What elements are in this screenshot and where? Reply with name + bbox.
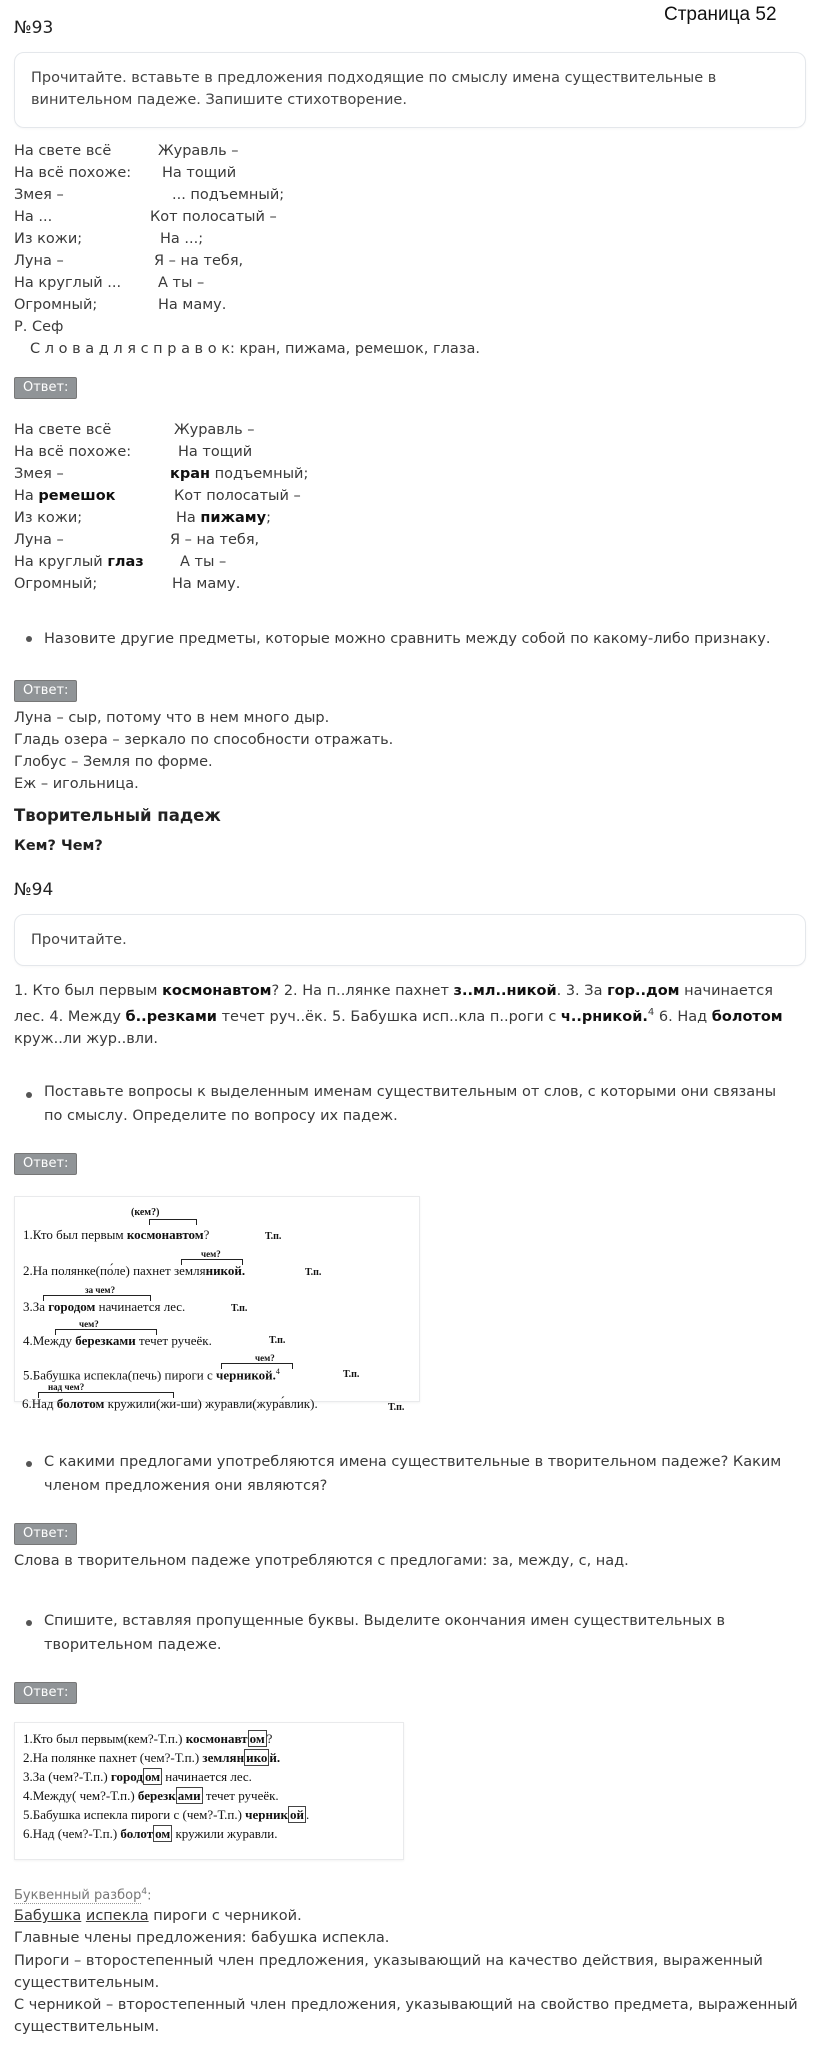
card-line: 1.Кто был первым космонавтом? <box>23 1227 210 1242</box>
answer-line: А ты – <box>180 554 227 570</box>
instruction-box <box>14 914 806 966</box>
answer-line: На маму. <box>172 576 241 592</box>
exercise-number-93: №93 <box>14 18 54 38</box>
question-text: Спишите, вставляя пропущенные буквы. Выделите окончания имен существительных в творительном падеже. <box>44 1613 726 1653</box>
poem-line: На всё похоже: <box>14 165 132 181</box>
parse-title: Буквенный разбор$^4$: <box>14 1887 152 1904</box>
card-line: 2.На полянке пахнет (чем?-Т.п.) землян ико й. <box>23 1750 281 1765</box>
poem-line: На тощий <box>162 165 237 181</box>
question-text: Назовите другие предметы, которые можно сравнить между собой по какому-либо признаку. <box>44 631 771 647</box>
answer-line: На тощий <box>178 444 253 460</box>
answer-label: Ответ: <box>14 1153 77 1175</box>
poem-line: На свете всё <box>14 143 112 159</box>
question-bracket <box>149 1219 197 1225</box>
poem-line: На маму. <box>158 297 227 313</box>
card-line: 5.Бабушка испекла(печь) пироги с черникой.$^4$ <box>23 1367 280 1383</box>
case-label: Т.п. <box>388 1402 405 1413</box>
card-line: 1.Кто был первым(кем?-Т.п.) космонавт ом ? <box>23 1731 273 1746</box>
answer-line: Кот полосатый – <box>174 488 301 504</box>
answer-line: На круглый глаз <box>14 554 144 570</box>
case-label: Т.п. <box>269 1335 286 1346</box>
card-line: 6.Над болотом кружили(жи-ши) журавли(жура́влик). <box>22 1396 318 1411</box>
answer-line: Журавль – <box>174 422 255 438</box>
case-label: Т.п. <box>343 1369 360 1380</box>
answer-line: На свете всё <box>14 422 112 438</box>
page-number: Страница 52 <box>664 4 777 25</box>
question-mark: чем? <box>79 1319 99 1329</box>
answer-line: На ремешок <box>14 488 116 504</box>
bullet-icon <box>26 1620 32 1626</box>
question-mark: чем? <box>255 1353 275 1363</box>
instruction-box <box>14 52 806 128</box>
question-mark: за чем? <box>85 1285 116 1295</box>
answer-line: Огромный; <box>14 576 98 592</box>
parse-sentence: Бабушка испекла пироги с черникой. <box>14 1908 302 1924</box>
instruction-text: Прочитайте. вставьте в предложения подходящие по смыслу имена существительные в винительном падеже. Запишите стихотворение. <box>31 70 717 108</box>
answer-label: Ответ: <box>14 1682 77 1704</box>
card-line: 3.За городом начинается лес. <box>23 1299 186 1314</box>
answer-line: Гладь озера – зеркало по способности отражать. <box>14 732 394 748</box>
answer-line: На всё похоже: <box>14 444 132 460</box>
question-mark: (кем?) <box>131 1207 160 1218</box>
answer-image-endings <box>14 1722 404 1860</box>
poem-line: На ... <box>14 209 53 225</box>
answer-line: кран подъемный; <box>170 466 309 482</box>
answer-line: Я – на тебя, <box>170 532 260 548</box>
answer-line: На пижаму; <box>176 510 271 526</box>
question-text: Поставьте вопросы к выделенным именам существительным от слов, с которыми они связаны по смыслу. Определите по вопросу их падеж. <box>44 1084 777 1124</box>
poem-line: Я – на тебя, <box>154 253 244 269</box>
answer-image-questions <box>14 1196 420 1402</box>
question-mark: чем? <box>201 1249 221 1259</box>
poem-line: Из кожи; <box>14 231 83 247</box>
card-line: 3.За (чем?-Т.п.) город ом начинается лес. <box>23 1769 252 1784</box>
exercise-number-94: №94 <box>14 880 54 900</box>
parse-line: Пироги – второстепенный член предложения, указывающий на качество действия, выраженный существительным. <box>14 1953 763 1991</box>
card-line: 6.Над (чем?-Т.п.) болот ом кружили журавли. <box>23 1826 278 1841</box>
poem-author: Р. Сеф <box>14 319 64 335</box>
poem-line: На круглый ... <box>14 275 122 291</box>
card-line: 2.На полянке(по́ле) пахнет земляникой. <box>23 1263 246 1278</box>
answer-text: Слова в творительном падеже употребляются с предлогами: за, между, с, над. <box>14 1553 629 1569</box>
bullet-icon <box>26 1092 32 1098</box>
card-line: 4.Между( чем?-Т.п.) березк ами течет ручеёк. <box>23 1788 279 1803</box>
section-subtitle: Кем? Чем? <box>14 838 103 854</box>
question-mark: над чем? <box>48 1382 85 1392</box>
bullet-icon <box>26 1461 32 1467</box>
poem-line: Луна – <box>14 253 64 269</box>
case-label: Т.п. <box>305 1267 322 1278</box>
case-label: Т.п. <box>265 1231 282 1242</box>
poem-line: На ...; <box>160 231 204 247</box>
answer-line: Луна – <box>14 532 64 548</box>
card-line: 5.Бабушка испекла пироги с (чем?-Т.п.) черник ой . <box>23 1807 310 1822</box>
poem-line: Огромный; <box>14 297 98 313</box>
poem-line: Журавль – <box>158 143 239 159</box>
answer-line: Глобус – Земля по форме. <box>14 754 213 770</box>
poem-line: Змея – <box>14 187 64 203</box>
poem-line: ... подъемный; <box>172 187 285 203</box>
answer-line: Змея – <box>14 466 64 482</box>
case-label: Т.п. <box>231 1303 248 1314</box>
answer-line: Из кожи; <box>14 510 83 526</box>
section-title: Творительный падеж <box>14 806 221 825</box>
exercise-text: 1. Кто был первым космонавтом? 2. На п..лянке пахнет з..мл..никой. 3. За гор..дом начинается лес. 4. Между б..резками течет руч..ёк. 5. Бабушка исп..кла п..роги с ч..рникой.$^4$ 6. Над болотом круж..ли жур..вли. <box>14 983 783 1047</box>
card-line: 4.Между березками течет ручеёк. <box>23 1333 212 1348</box>
bullet-icon <box>26 636 32 642</box>
answer-label: Ответ: <box>14 680 77 702</box>
hint-text: С л о в а д л я с п р а в о к: кран, пижама, ремешок, глаза. <box>30 341 480 357</box>
poem-line: А ты – <box>158 275 205 291</box>
question-text: С какими предлогами употребляются имена существительные в творительном падеже? Каким членом предложения они являются? <box>44 1454 782 1494</box>
poem-line: Кот полосатый – <box>150 209 277 225</box>
parse-line: С черникой – второстепенный член предложения, указывающий на свойство предмета, выраженный существительным. <box>14 1997 798 2035</box>
answer-line: Еж – игольница. <box>14 776 139 792</box>
answer-line: Луна – сыр, потому что в нем много дыр. <box>14 710 330 726</box>
parse-line: Главные члены предложения: бабушка испекла. <box>14 1930 390 1946</box>
answer-label: Ответ: <box>14 377 77 399</box>
answer-label: Ответ: <box>14 1523 77 1545</box>
instruction-text: Прочитайте. <box>31 932 127 948</box>
